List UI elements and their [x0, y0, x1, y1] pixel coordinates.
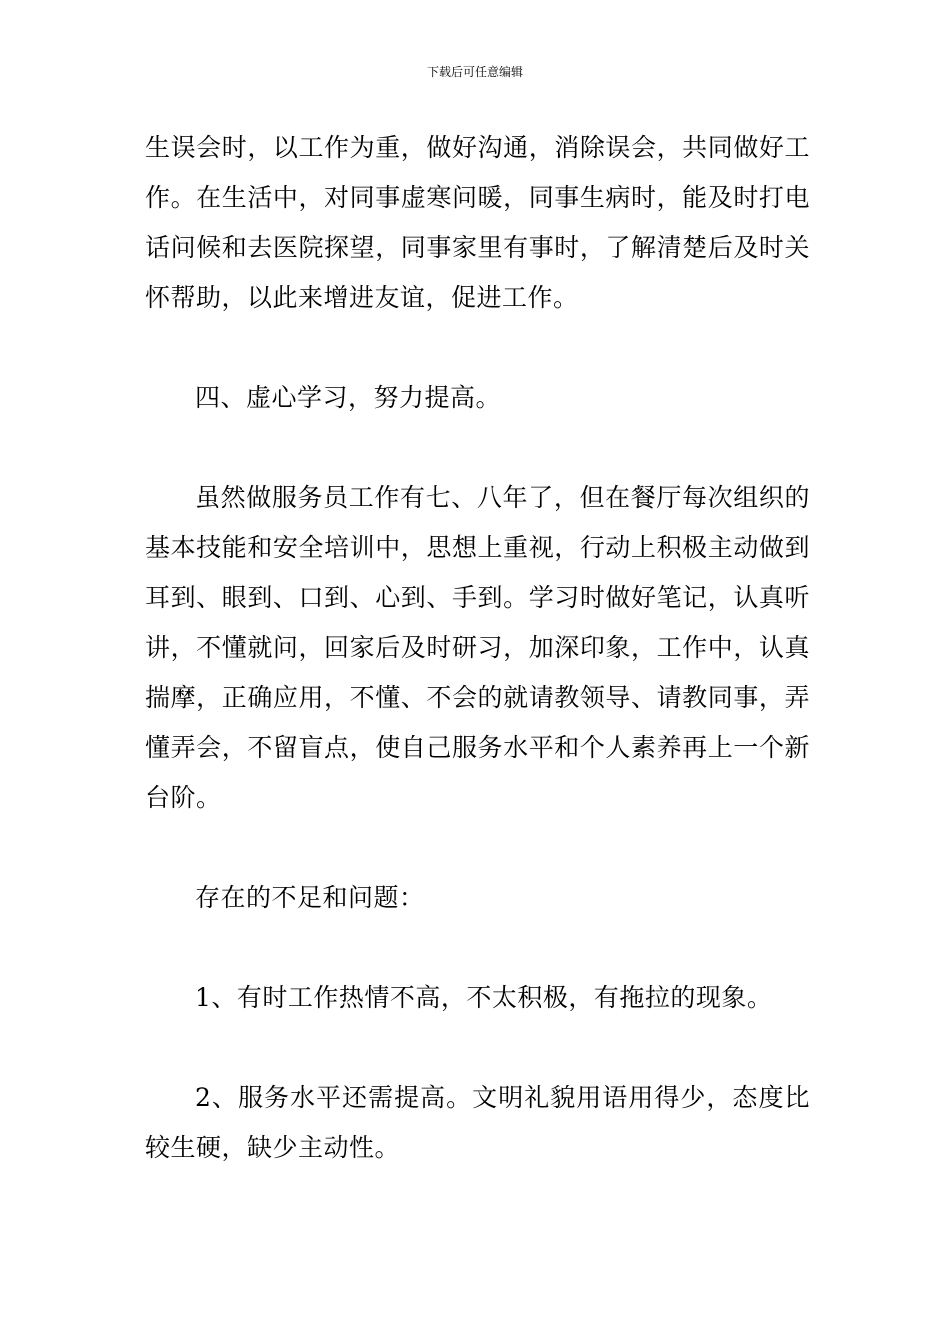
paragraph-learning: 虽然做服务员工作有七、八年了，但在餐厅每次组织的基本技能和安全培训中，思想上重视，行动上积极主动做到耳到、眼到、口到、心到、手到。学习时做好笔记，认真听讲，不懂就问，回家后及时研习，加深印象，工作中，认真揣摩，正确应用，不懂、不会的就请教领导、请教同事，弄懂弄会，不留盲点，使自己服务水平和个人素养再上一个新台阶。 — [145, 483, 810, 812]
document-body — [145, 123, 810, 1173]
section-heading-four: 四、虚心学习，努力提高。 — [195, 383, 502, 412]
paragraph-continuation: 生误会时，以工作为重，做好沟通，消除误会，共同做好工作。在生活中，对同事虚寒问暖，同事生病时，能及时打电话问候和去医院探望，同事家里有事时，了解清楚后及时关怀帮助，以此来增进友谊，促进工作。 — [145, 133, 810, 312]
shortcoming-item-1: 1、有时工作热情不高，不太积极，有拖拉的现象。 — [195, 983, 773, 1012]
page-header-note: 下载后可任意编辑 — [426, 65, 523, 79]
shortcoming-item-2: 2、服务水平还需提高。文明礼貌用语用得少，态度比较生硬，缺少主动性。 — [145, 1083, 810, 1162]
shortcomings-heading: 存在的不足和问题： — [195, 883, 425, 912]
